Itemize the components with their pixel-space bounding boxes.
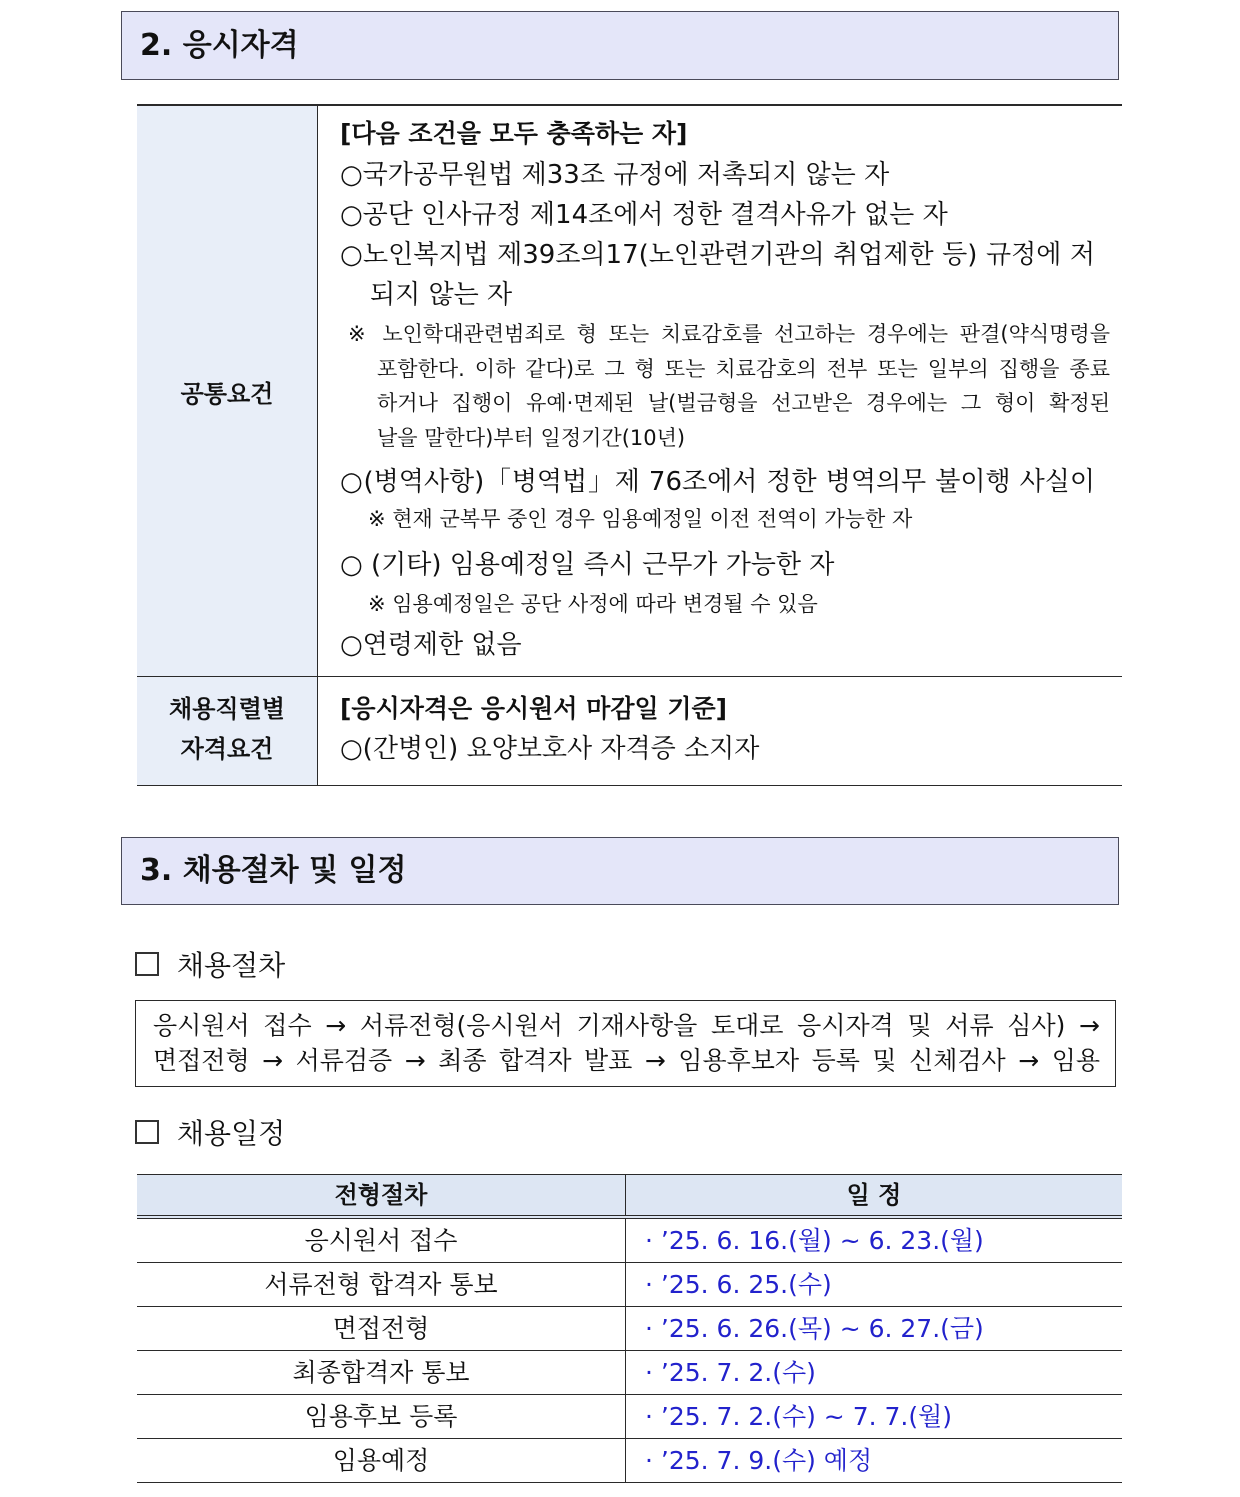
position-requirements-content: [318, 677, 1122, 785]
date-cell: · ’25. 6. 26.(목) ~ 6. 27.(금): [645, 1314, 984, 1343]
requirement-item: ○노인복지법 제39조의17(노인관련기관의 취업제한 등) 규정에 저: [340, 240, 1095, 270]
requirement-heading: [다음 조건을 모두 충족하는 자]: [340, 119, 688, 148]
date-cell: · ’25. 7. 9.(수) 예정: [645, 1446, 873, 1475]
step-cell: 응시원서 접수: [137, 1219, 626, 1262]
section-header-qualification: [121, 11, 1119, 80]
requirement-item: ○공단 인사규정 제14조에서 정한 결격사유가 없는 자: [340, 200, 948, 230]
step-cell: 임용예정: [137, 1439, 626, 1482]
position-requirements-label: [137, 677, 317, 785]
date-cell: · ’25. 7. 2.(수) ~ 7. 7.(월): [645, 1402, 953, 1431]
requirement-item: ○ (기타) 임용예정일 즉시 근무가 가능한 자: [340, 549, 835, 580]
requirement-note: ※ 현재 군복무 중인 경우 임용예정일 이전 전역이 가능한 자: [368, 507, 913, 531]
requirement-note-continued: 포함한다. 이하 같다)로 그 형 또는 치료감호의 전부 또는 일부의 집행을 종료: [377, 356, 1110, 381]
step-cell: 면접전형: [137, 1307, 626, 1350]
requirement-note: ※ 노인학대관련범죄로 형 또는 치료감호를 선고하는 경우에는 판결(약식명령을: [348, 322, 1110, 346]
procedure-heading: [135, 944, 285, 984]
step-cell: 임용후보 등록: [137, 1395, 626, 1438]
column-header-step: 전형절차: [137, 1175, 626, 1215]
schedule-heading-text: 채용일정: [177, 1117, 286, 1150]
table-bottom-border: [137, 785, 1122, 786]
requirement-note-continued: 하거나 집행이 유예·면제된 날(벌금형을 선고받은 경우에는 그 형이 확정된: [377, 391, 1110, 415]
step-cell: 서류전형 합격자 통보: [137, 1263, 626, 1306]
row-label-text: 채용직렬별: [169, 695, 285, 723]
table-row: [137, 1439, 1122, 1483]
square-outline-icon: [135, 952, 159, 976]
step-cell: 최종합격자 통보: [137, 1351, 626, 1394]
requirement-item: ○연령제한 없음: [340, 630, 522, 660]
requirement-heading: [응시자격은 응시원서 마감일 기준]: [340, 694, 728, 723]
section-title: 2. 응시자격: [140, 28, 299, 63]
common-requirements-label: [137, 106, 317, 676]
requirement-note-continued: 날을 말한다)부터 일정기간(10년): [377, 425, 686, 450]
common-requirements-content: [318, 106, 1122, 676]
schedule-table: [137, 1174, 1122, 1483]
schedule-heading: [135, 1112, 285, 1152]
procedure-line: 면접전형 → 서류검증 → 최종 합격자 발표 → 임용후보자 등록 및 신체검사 → 임용: [153, 1046, 1100, 1075]
table-row: [137, 1219, 1122, 1263]
procedure-box: [135, 1000, 1116, 1087]
requirement-note: ※ 임용예정일은 공단 사정에 따라 변경될 수 있음: [368, 591, 818, 616]
table-row: [137, 1263, 1122, 1307]
procedure-line: 응시원서 접수 → 서류전형(응시원서 기재사항을 토대로 응시자격 및 서류 심사) →: [153, 1011, 1100, 1040]
row-label-text: 자격요건: [180, 735, 274, 763]
requirement-item-continued: 되지 않는 자: [370, 280, 513, 310]
date-cell: · ’25. 6. 16.(월) ~ 6. 23.(월): [645, 1226, 984, 1255]
procedure-heading-text: 채용절차: [177, 949, 286, 982]
table-row: [137, 1351, 1122, 1395]
section-title: 3. 채용절차 및 일정: [140, 853, 407, 888]
square-outline-icon: [135, 1120, 159, 1144]
requirement-item: ○(간병인) 요양보호사 자격증 소지자: [340, 734, 760, 764]
date-cell: · ’25. 7. 2.(수): [645, 1358, 816, 1387]
requirement-item: ○국가공무원법 제33조 규정에 저촉되지 않는 자: [340, 160, 890, 190]
section-header-process: [121, 837, 1119, 905]
date-cell: · ’25. 6. 25.(수): [645, 1270, 832, 1299]
table-row: [137, 1395, 1122, 1439]
row-label-text: 공통요건: [180, 379, 274, 408]
table-header-row: [137, 1175, 1122, 1219]
column-header-date: 일 정: [846, 1181, 902, 1209]
table-row: [137, 1307, 1122, 1351]
requirement-item: ○(병역사항)「병역법」제 76조에서 정한 병역의무 불이행 사실이: [340, 467, 1095, 497]
